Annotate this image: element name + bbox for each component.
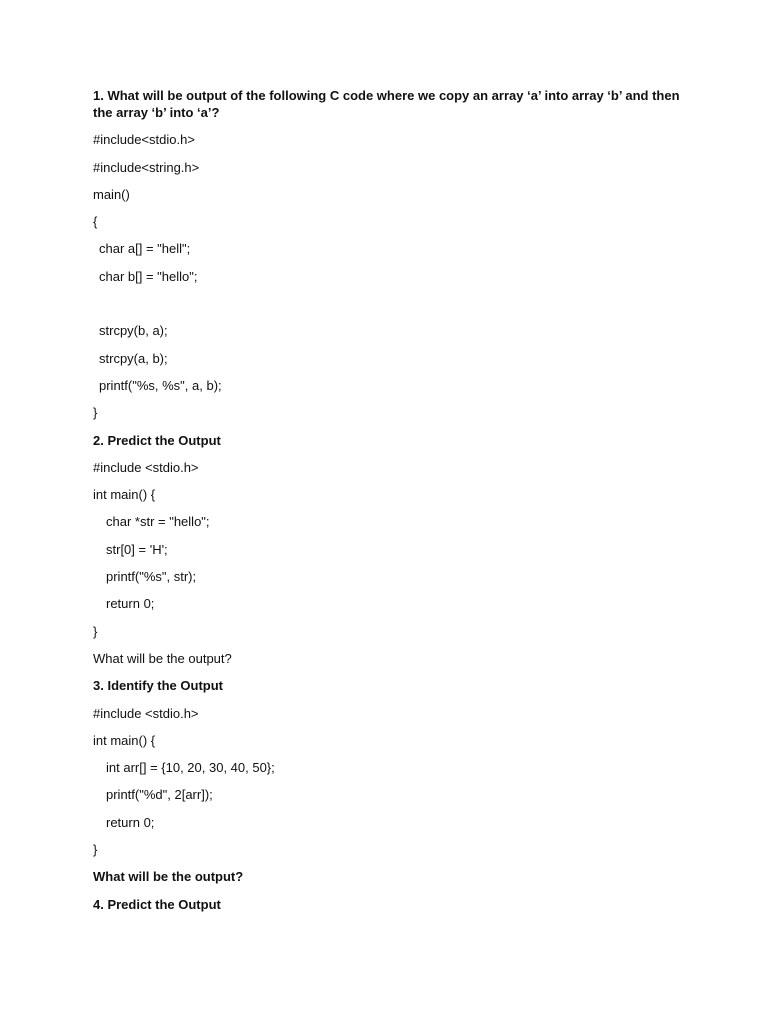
q1-code-line: main() (93, 186, 130, 202)
q2-code-line: } (93, 623, 98, 639)
q1-code-line: strcpy(a, b); (99, 350, 168, 366)
question-1-heading: 1. What will be output of the following C code where we copy an array ‘a’ into array ‘b’ and then the array ‘b’ into ‘a’? (93, 88, 680, 120)
q2-code-line: return 0; (106, 596, 155, 612)
question-2-prompt: What will be the output? (93, 650, 232, 666)
q1-code-line: } (93, 405, 98, 421)
blank-line (93, 295, 683, 312)
q3-code-line: int main() { (93, 732, 156, 748)
q2-code-line: char *str = "hello"; (106, 514, 210, 530)
question-4-heading: 4. Predict the Output (93, 896, 221, 912)
q3-code-line: return 0; (106, 814, 155, 830)
q3-code-line: #include <stdio.h> (93, 705, 199, 721)
q2-code-line: str[0] = 'H'; (106, 541, 168, 557)
q1-code-line: printf("%s, %s", a, b); (99, 377, 222, 393)
q1-code-line: #include<string.h> (93, 159, 200, 175)
q3-code-line: } (93, 842, 98, 858)
question-3-prompt: What will be the output? (93, 869, 244, 885)
question-3-heading: 3. Identify the Output (93, 678, 223, 694)
q1-code-line: strcpy(b, a); (99, 323, 168, 339)
question-2-heading: 2. Predict the Output (93, 432, 221, 448)
q3-code-line: printf("%d", 2[arr]); (106, 787, 213, 803)
q3-code-line: int arr[] = {10, 20, 30, 40, 50}; (106, 760, 275, 776)
q2-code-line: #include <stdio.h> (93, 459, 199, 475)
q2-code-line: int main() { (93, 487, 156, 503)
q1-code-line: char b[] = "hello"; (99, 268, 198, 284)
q1-code-line: char a[] = "hell"; (99, 241, 191, 257)
document-content (93, 87, 683, 923)
q1-code-line: #include<stdio.h> (93, 132, 195, 148)
q1-code-line: { (93, 214, 98, 230)
q2-code-line: printf("%s", str); (106, 569, 197, 585)
